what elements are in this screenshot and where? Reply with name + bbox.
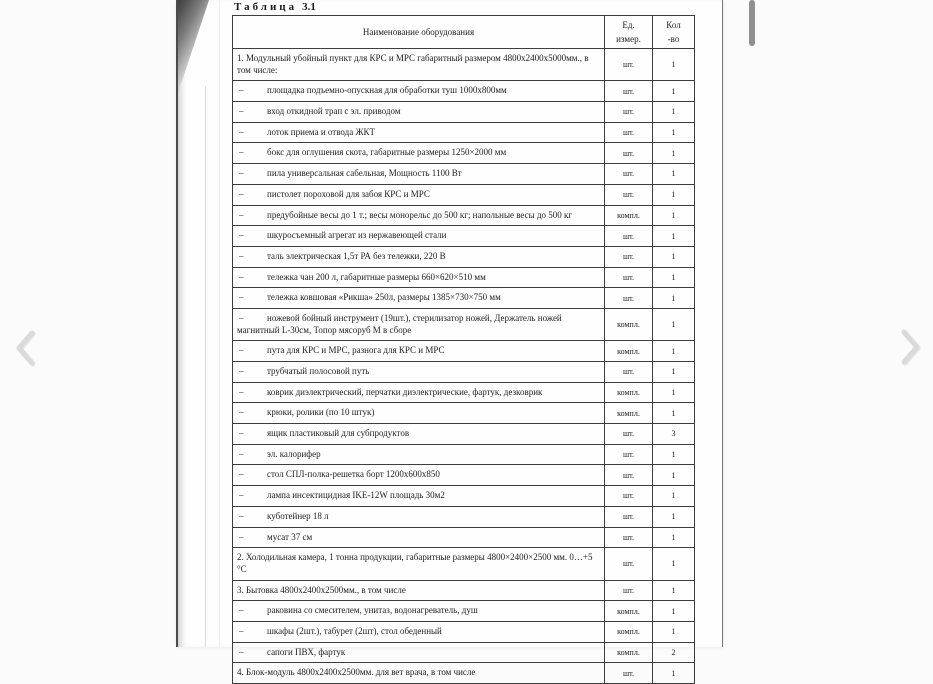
equipment-name-cell [233,548,605,580]
chevron-right-icon [892,357,926,372]
header-qty [653,16,695,49]
equipment-name-cell [233,288,605,309]
table-row [233,424,695,445]
equipment-name-text: сапоги ПВХ, фартук [267,646,346,657]
unit-cell: шт. [605,506,653,527]
equipment-name-text: лоток приема и отвода ЖКТ [267,126,376,137]
quantity-cell: 1 [653,288,695,309]
quantity-cell: 1 [653,506,695,527]
quantity-cell: 1 [653,226,695,247]
equipment-name-text: мусат 37 см [267,531,313,542]
unit-cell: шт. [605,486,653,507]
unit-cell: компл. [605,621,653,642]
equipment-name-cell [233,226,605,247]
header-unit-line1: Ед. [622,19,635,30]
equipment-name-cell [233,403,605,424]
table-row [233,548,695,580]
equipment-name-text: куботейнер 18 л [267,510,329,521]
equipment-name-cell [233,246,605,267]
unit-cell: шт. [605,465,653,486]
table-row [233,81,695,102]
equipment-name-text: трубчатый полосовой путь [267,366,370,376]
dash-marker: – [239,209,244,220]
quantity-cell: 1 [653,205,695,226]
dash-marker: – [239,147,244,158]
dash-marker: – [239,345,244,356]
unit-cell: шт. [605,143,653,164]
equipment-name-cell [233,465,605,486]
unit-cell: компл. [605,382,653,403]
equipment-name-text: ящик пластиковый для субпродуктов [267,428,410,439]
quantity-cell: 1 [653,580,695,601]
quantity-cell: 1 [653,267,695,288]
table-title-word: Таблица [234,1,298,13]
quantity-cell: 1 [653,341,695,362]
unit-cell: шт. [605,362,653,383]
equipment-name-cell [233,267,605,288]
dash-marker: – [239,490,244,501]
equipment-name-cell [233,184,605,205]
equipment-name-text: тележка чан 200 л, габаритные размеры 660×620×510 мм [267,271,486,282]
equipment-table [232,15,695,684]
unit-cell: шт. [605,548,653,580]
table-row [233,621,695,642]
prev-page-button[interactable] [10,326,44,370]
header-qty-line2: -во [667,33,680,44]
table-row [233,465,695,486]
equipment-name-text: тележка ковшовая «Рикша» 250л, размеры 1385×730×750 мм [267,292,501,303]
equipment-name-cell [233,663,605,684]
dash-marker: – [239,230,244,241]
dash-marker: – [239,106,244,117]
table-row [233,308,695,340]
document-content [232,1,696,684]
unit-cell: компл. [605,403,653,424]
dash-marker: – [239,646,244,657]
equipment-name-text: пистолет пороховой для забоя КРС и МРС [267,188,430,199]
dash-marker: – [239,469,244,480]
table-row [233,382,695,403]
unit-cell: шт. [605,122,653,143]
dash-marker: – [239,126,244,137]
next-page-button[interactable] [892,325,926,369]
equipment-name-cell [233,362,605,383]
equipment-name-text: 2. Холодильная камера, 1 тонна продукции, габаритные размеры 4800×2400×2500 мм. 0…+5 °С [237,552,593,574]
equipment-name-cell [233,205,605,226]
table-row [233,143,695,164]
equipment-name-cell [233,341,605,362]
equipment-name-cell [233,49,605,81]
table-row [233,49,695,81]
quantity-cell: 1 [653,122,695,143]
dash-marker: – [239,366,244,376]
equipment-name-text: пута для КРС и МРС, разнога для КРС и МРС [267,345,445,356]
quantity-cell: 1 [653,444,695,465]
dash-marker: – [239,510,244,521]
quantity-cell: 1 [653,246,695,267]
quantity-cell: 1 [653,143,695,164]
unit-cell: компл. [605,341,653,362]
quantity-cell: 1 [653,308,695,340]
equipment-name-cell [233,601,605,622]
dash-marker: – [239,448,244,459]
equipment-name-cell [233,143,605,164]
table-row [233,267,695,288]
dash-marker: – [239,531,244,542]
equipment-name-text: крюки, ролики (по 10 штук) [267,407,375,418]
paper-edge-line [219,0,220,647]
table-row [233,205,695,226]
equipment-name-text: вход откидной трап с эл. приводом [267,106,401,117]
table-header [233,16,695,49]
quantity-cell: 1 [653,527,695,548]
table-row [233,122,695,143]
unit-cell: шт. [605,226,653,247]
equipment-name-cell [233,486,605,507]
header-unit-line2: измер. [616,33,641,44]
quantity-cell: 1 [653,102,695,123]
equipment-name-text: площадка подъемно-опускная для обработки туш 1000х800мм [267,85,507,96]
equipment-name-text: раковина со смесителем, унитаз, водонагреватель, душ [267,605,478,616]
quantity-cell: 1 [653,663,695,684]
paper-edge-line [205,86,206,647]
quantity-cell: 1 [653,403,695,424]
equipment-name-text: шкафы (2шт.), табурет (2шт), стол обеденный [267,625,442,636]
equipment-name-cell [233,506,605,527]
unit-cell: шт. [605,663,653,684]
dash-marker: – [239,292,244,303]
unit-cell: шт. [605,184,653,205]
equipment-name-text: ножевой бойный инструмент (19шт.), стерилизатор ножей, Держатель ножей магнитный L-30см, Топор мясоруб М в сборе [237,312,562,335]
quantity-cell: 3 [653,424,695,445]
quantity-cell: 1 [653,81,695,102]
table-row [233,403,695,424]
dash-marker: – [239,428,244,439]
equipment-name-cell [233,164,605,185]
equipment-name-text: коврик диэлектрический, перчатки диэлектрические, фартук, дезковрик [267,386,543,397]
table-row [233,663,695,684]
table-row [233,341,695,362]
dash-marker: – [239,625,244,636]
equipment-name-cell [233,527,605,548]
equipment-name-cell [233,382,605,403]
table-title [234,1,696,13]
equipment-name-cell [233,621,605,642]
quantity-cell: 2 [653,642,695,663]
table-row [233,506,695,527]
quantity-cell: 1 [653,164,695,185]
document-page [176,0,723,678]
dash-marker: – [239,85,244,96]
equipment-name-cell [233,81,605,102]
table-row [233,184,695,205]
equipment-name-text: шкуросъемный агрегат из нержавеющей стали [267,230,447,241]
table-row [233,642,695,663]
quantity-cell: 1 [653,382,695,403]
quantity-cell: 1 [653,601,695,622]
unit-cell: шт. [605,81,653,102]
header-qty-line1: Кол [666,19,681,30]
equipment-name-text: пила универсальная сабельная, Мощность 1100 Вт [267,168,462,179]
unit-cell: шт. [605,288,653,309]
table-row [233,362,695,383]
dash-marker: – [239,386,244,397]
quantity-cell: 1 [653,465,695,486]
quantity-cell: 1 [653,621,695,642]
dash-marker: – [239,605,244,616]
dash-marker: – [239,312,244,323]
equipment-name-cell [233,102,605,123]
table-row [233,486,695,507]
unit-cell: компл. [605,308,653,340]
equipment-name-text: 3. Бытовка 4800х2400х2500мм., в том числе [237,584,406,595]
table-row [233,226,695,247]
dash-marker: – [239,168,244,179]
dash-marker: – [239,271,244,282]
equipment-name-text: стол СПЛ-полка-решетка борт 1200х600х850 [267,469,440,480]
table-row [233,601,695,622]
table-row [233,102,695,123]
equipment-name-text: 4. Блок-модуль 4800х2400х2500мм. для вет врача, в том числе [237,667,476,678]
equipment-name-cell [233,424,605,445]
table-row [233,527,695,548]
unit-cell: компл. [605,205,653,226]
equipment-name-text: эл. калорифер [267,448,321,459]
equipment-name-text: лампа инсектицидная IKE-12W площадь 30м2 [267,490,445,501]
equipment-name-cell [233,444,605,465]
equipment-name-text: бокс для оглушения скота, габаритные размеры 1250×2000 мм [267,147,507,158]
table-title-number: 3.1 [302,1,316,13]
dash-marker: – [239,250,244,261]
unit-cell: шт. [605,424,653,445]
page-corner-fold [178,0,209,93]
equipment-name-cell [233,308,605,340]
unit-cell: шт. [605,527,653,548]
scrollbar-thumb[interactable] [749,0,755,46]
unit-cell: шт. [605,102,653,123]
unit-cell: шт. [605,267,653,288]
quantity-cell: 1 [653,362,695,383]
unit-cell: шт. [605,444,653,465]
equipment-table-body [233,49,695,684]
unit-cell: шт. [605,580,653,601]
quantity-cell: 1 [653,184,695,205]
dash-marker: – [239,188,244,199]
unit-cell: шт. [605,164,653,185]
unit-cell: шт. [605,49,653,81]
header-unit [605,16,653,49]
table-row [233,444,695,465]
header-name: Наименование оборудования [233,16,605,49]
equipment-name-text: 1. Модульный убойный пункт для КРС и МРС габаритный размером 4800х2400х5000мм., в том числе: [237,53,589,75]
unit-cell: компл. [605,601,653,622]
equipment-name-text: предубойные весы до 1 т.; весы монорельс до 500 кг; напольные весы до 500 кг [267,209,573,220]
unit-cell: компл. [605,642,653,663]
table-row [233,246,695,267]
table-row [233,288,695,309]
table-row [233,164,695,185]
equipment-name-cell [233,580,605,601]
quantity-cell: 1 [653,548,695,580]
equipment-name-text: таль электрическая 1,5т РА без тележки, 220 В [267,250,446,261]
quantity-cell: 1 [653,49,695,81]
equipment-name-cell [233,122,605,143]
chevron-left-icon [10,358,44,373]
quantity-cell: 1 [653,486,695,507]
equipment-name-cell [233,642,605,663]
unit-cell: шт. [605,246,653,267]
dash-marker: – [239,407,244,418]
table-row [233,580,695,601]
